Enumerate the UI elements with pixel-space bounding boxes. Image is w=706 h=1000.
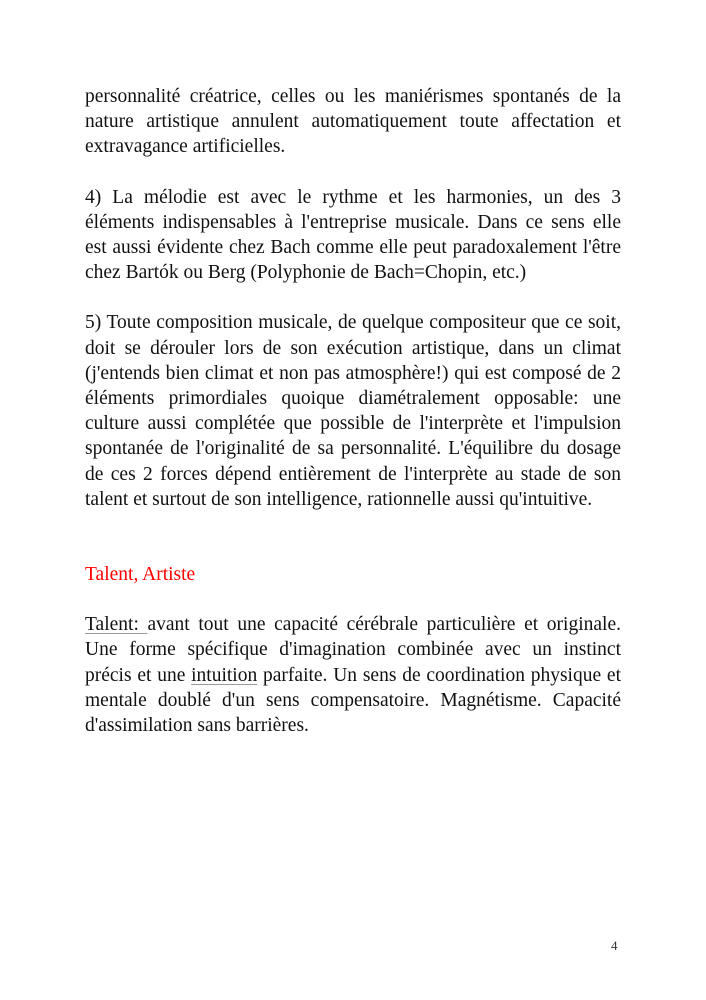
term-talent: Talent: bbox=[85, 614, 148, 636]
page-number: 4 bbox=[611, 938, 618, 953]
talent-text-part-1: avant tout une capacité cérébrale particulière et originale. Une forme spécifique d'imagination combinée avec un instinct précis et une bbox=[85, 614, 621, 686]
paragraph-continuation: personnalité créatrice, celles ou les maniérismes spontanés de la nature artistique annulent automatiquement toute affectation et extravagance artificielles. bbox=[85, 86, 621, 158]
document-page bbox=[85, 84, 621, 738]
paragraph-5-composition: 5) Toute composition musicale, de quelque compositeur que ce soit, doit se dérouler lors de son exécution artistique, dans un climat (j'entends bien climat et non pas atmosphère!) qui est composé de 2 éléments primordiales quoique diamétralement opposable: une culture aussi complétée que possible de l'interprète et l'impulsion spontanée de l'originalité de sa personnalité. L'équilibre du dosage de ces 2 forces dépend entièrement de l'interprète au stade de son talent et surtout de son intelligence, rationnelle aussi qu'intuitive. bbox=[85, 312, 621, 510]
spacer bbox=[85, 285, 621, 310]
spacer bbox=[85, 512, 621, 562]
spacer bbox=[85, 587, 621, 612]
talent-text-part-2: parfaite. Un sens de coordination physique et mentale doublé d'un sens compensatoire. Magnétisme. Capacité d'assimilation sans barrières. bbox=[85, 664, 621, 737]
spacer bbox=[85, 160, 621, 185]
term-intuition: intuition bbox=[191, 664, 258, 686]
paragraph-4-melodie: 4) La mélodie est avec le rythme et les harmonies, un des 3 éléments indispensables à l'entreprise musicale. Dans ce sens elle est aussi évidente chez Bach comme elle peut paradoxalement l'être chez Bartók ou Berg (Polyphonie de Bach=Chopin, etc.) bbox=[85, 186, 621, 284]
section-heading-talent-artiste: Talent, Artiste bbox=[85, 564, 196, 586]
paragraph-talent-definition bbox=[85, 612, 621, 738]
